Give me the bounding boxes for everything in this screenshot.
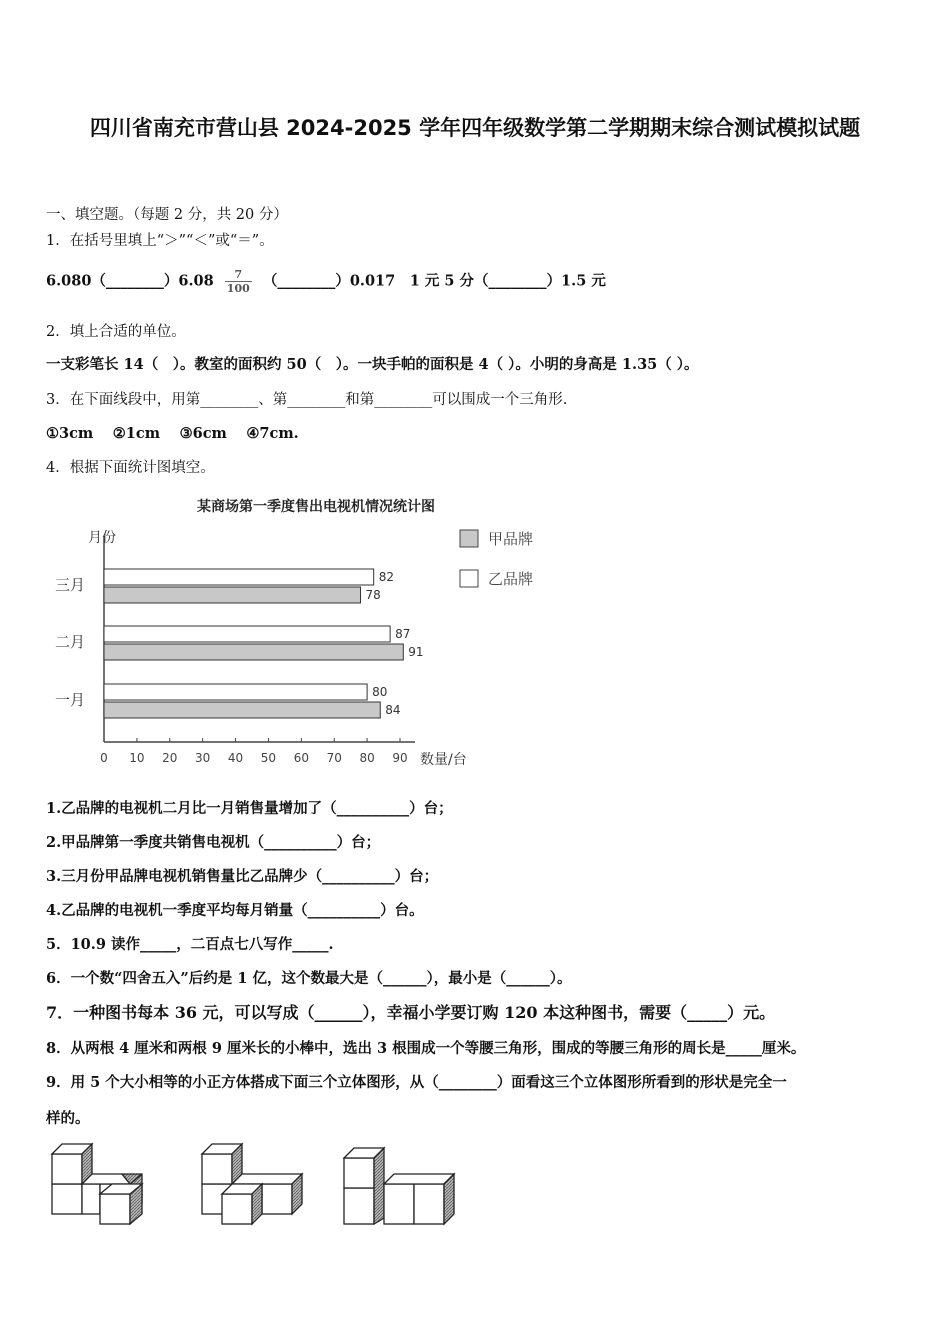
x-axis-label: 数量/台 [420, 752, 467, 768]
question-4-sub-2: 2.甲品牌第一季度共销售电视机（__________）台； [46, 834, 381, 851]
x-tick-label: 50 [260, 751, 277, 765]
bar-value-label: 78 [365, 588, 381, 602]
bar-value-label: 80 [372, 685, 388, 699]
question-4-sub-3: 3.三月份甲品牌电视机销售量比乙品牌少（__________）台； [46, 868, 439, 885]
bar-jia [104, 702, 380, 718]
question-3-stem: 3．在下面线段中，用第________、第________和第________可以围成一个三角形. [46, 392, 568, 408]
fraction-numerator: 7 [225, 268, 252, 282]
bar-chart [40, 488, 560, 778]
bar-value-label: 91 [408, 645, 424, 659]
cube-figure-2 [202, 1144, 302, 1224]
bar-jia [104, 587, 361, 603]
bar-yi [104, 626, 390, 642]
fraction [225, 268, 252, 295]
legend-swatch [460, 570, 478, 587]
page-title: 四川省南充市营山县 2024-2025 学年四年级数学第二学期期末综合测试模拟试题 [89, 116, 861, 140]
cube-figure-3 [344, 1148, 454, 1224]
x-tick-label: 80 [359, 751, 375, 765]
question-4-sub-1: 1.乙品牌的电视机二月比一月销售量增加了（__________）台； [46, 800, 453, 817]
x-tick-label: 40 [227, 751, 244, 765]
x-tick-label: 70 [326, 751, 342, 765]
legend-swatch [460, 530, 478, 547]
question-8: 8．从两根 4 厘米和两根 9 厘米长的小棒中，选出 3 根围成一个等腰三角形，围成的等腰三角形的周长是_____厘米。 [46, 1040, 806, 1057]
question-2-stem: 2．填上合适的单位。 [46, 324, 186, 340]
question-9-line2: 样的。 [46, 1110, 90, 1127]
x-tick-label: 30 [195, 751, 211, 765]
question-3-options: ①3cm ②1cm ③6cm ④7cm. [46, 425, 299, 442]
question-1-part2: （________）0.017 1 元 5 分（________）1.5 元 [262, 272, 606, 290]
section-heading: 一、填空题。（每题 2 分，共 20 分） [46, 207, 288, 223]
x-tick-label: 10 [129, 751, 145, 765]
question-1-body [46, 268, 606, 295]
category-label: 二月 [54, 633, 86, 651]
question-9-line1: 9．用 5 个大小相等的小正方体搭成下面三个立体图形，从（________）面看这三个立体图形所看到的形状是完全一 [46, 1074, 787, 1091]
x-tick-label: 20 [162, 751, 178, 765]
cube-figures [44, 1138, 464, 1233]
bar-value-label: 82 [378, 570, 394, 584]
legend-label: 乙品牌 [488, 570, 534, 588]
category-label: 一月 [54, 691, 86, 709]
question-1-stem: 1．在括号里填上“＞”“＜”或“＝”。 [46, 233, 274, 249]
question-1-part1: 6.080（________）6.08 [46, 272, 214, 290]
x-tick-label: 0 [100, 751, 108, 765]
x-tick-label: 60 [293, 751, 309, 765]
question-4-sub-4: 4.乙品牌的电视机一季度平均每月销量（__________）台。 [46, 902, 424, 919]
bar-jia [104, 644, 403, 660]
bar-yi [104, 684, 367, 700]
x-tick-label: 90 [392, 751, 408, 765]
legend-label: 甲品牌 [488, 530, 534, 548]
bar-yi [104, 569, 374, 585]
question-4-stem: 4．根据下面统计图填空。 [46, 460, 215, 476]
question-7: 7．一种图书每本 36 元，可以写成（______），幸福小学要订购 120 本这种图书，需要（_____）元。 [46, 1003, 776, 1022]
chart-title: 某商场第一季度售出电视机情况统计图 [197, 499, 435, 515]
category-label: 三月 [54, 576, 86, 594]
y-axis-label: 月份 [88, 530, 116, 546]
bar-value-label: 84 [385, 703, 401, 717]
cube-figure-1 [52, 1144, 142, 1224]
bar-value-label: 87 [395, 627, 411, 641]
question-2-body: 一支彩笔长 14（ ）。教室的面积约 50（ ）。一块手帕的面积是 4（ ）。小明的身高是 1.35（ ）。 [46, 356, 699, 373]
question-6: 6．一个数“四舍五入”后约是 1 亿，这个数最大是（______），最小是（______）。 [46, 970, 572, 987]
fraction-denominator: 100 [226, 282, 250, 295]
question-5: 5．10.9 读作_____，二百点七八写作_____. [46, 936, 334, 953]
